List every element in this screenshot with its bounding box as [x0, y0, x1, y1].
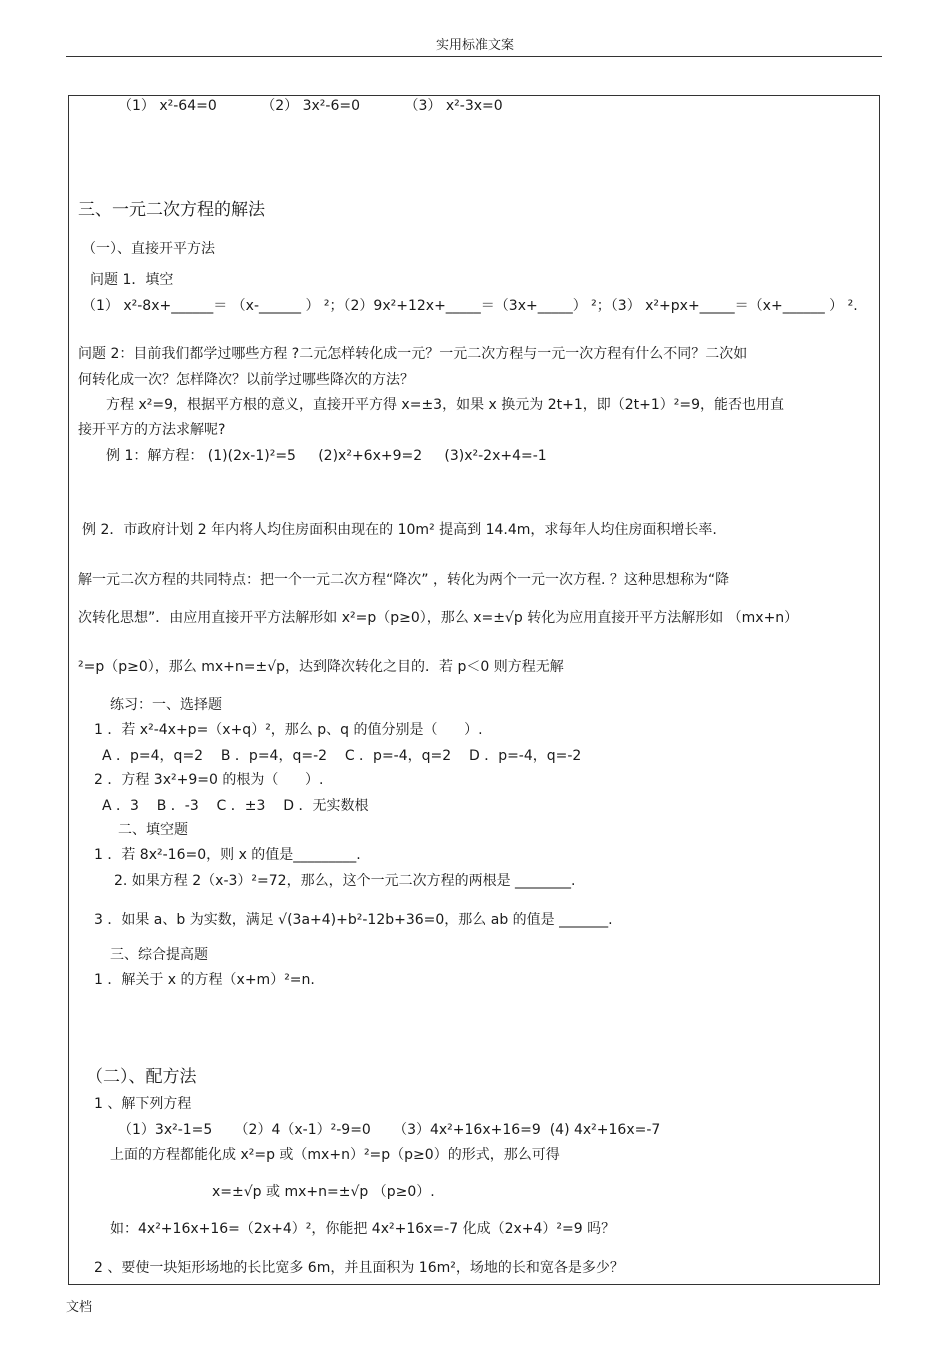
- paragraph-line2: 接开平方的方法求解呢?: [78, 422, 226, 438]
- practice-q2: 2 ．方程 3x²+9=0 的根为（ ）.: [94, 772, 324, 788]
- example-2: 例 2．市政府计划 2 年内将人均住房面积由现在的 10m² 提高到 14.4m，求每年人均住房面积增长率.: [82, 522, 717, 538]
- section-title: 三、一元二次方程的解法: [78, 200, 265, 220]
- advanced-title: 三、综合提高题: [110, 947, 208, 963]
- summary-line1: 解一元二次方程的共同特点：把一个一元二次方程“降次” ，转化为两个一元一次方程. ？这种思想称为“降: [78, 572, 730, 588]
- method-example: 如：4x²+16x+16=（2x+4）²，你能把 4x²+16x=-7 化成（2x+4）²=9 吗？: [110, 1221, 616, 1237]
- method-explanation: 上面的方程都能化成 x²=p 或（mx+n）²=p（p≥0）的形式，那么可得: [110, 1147, 560, 1163]
- fill-blank-q1: 1 ．若 8x²-16=0，则 x 的值是_________.: [94, 847, 361, 863]
- fill-blank-q3: 3 ．如果 a、b 为实数，满足 √(3a+4)+b²-12b+36=0，那么 ab 的值是 _______.: [94, 912, 613, 928]
- page-footer: 文档: [66, 1300, 93, 1315]
- paragraph-line1: 方程 x²=9，根据平方根的意义，直接开平方得 x=±3，如果 x 换元为 2t+1，即（2t+1）²=9，能否也用直: [106, 397, 785, 413]
- summary-line2: 次转化思想”．由应用直接开平方法解形如 x²=p（p≥0），那么 x=±√p 转化为应用直接开平方法解形如 （mx+n）: [78, 610, 799, 626]
- page-header: 实用标准文案: [435, 38, 514, 53]
- practice-q2-options: A ．3 B ．-3 C ．±3 D ．无实数根: [102, 798, 369, 814]
- fill-blank-q2: 2. 如果方程 2（x-3）²=72，那么，这个一元二次方程的两根是 ________.: [114, 873, 576, 889]
- subsection-2-title: （二）、配方法: [86, 1067, 197, 1087]
- subsection-title: （一）、直接开平方法: [82, 241, 215, 257]
- problem-1-title: 问题 1．填空: [90, 272, 174, 288]
- summary-line3: ²=p（p≥0），那么 mx+n=±√p，达到降次转化之目的．若 p＜0 则方程无解: [78, 659, 564, 675]
- practice-q1-options: A ．p=4，q=2 B ．p=4，q=-2 C ．p=-4，q=2 D ．p=-4，q=-2: [102, 748, 582, 764]
- header-divider: [66, 56, 882, 57]
- problem-1-fill: （1） x²-8x+______＝ （x-______ ） ²；（2）9x²+12x+_____＝（3x+_____） ²；（3） x²+px+_____＝（x+______ ） ².: [82, 298, 858, 314]
- method-q1-equations: （1）3x²-1=5 （2）4（x-1）²-9=0 （3）4x²+16x+16=9 (4) 4x²+16x=-7: [118, 1122, 661, 1138]
- exercise-equations: （1） x²-64=0 （2） 3x²-6=0 （3） x²-3x=0: [118, 98, 503, 114]
- example-1: 例 1：解方程： (1)(2x-1)²=5 (2)x²+6x+9=2 (3)x²-2x+4=-1: [106, 448, 547, 464]
- problem-2-line1: 问题 2：目前我们都学过哪些方程 ?二元怎样转化成一元？一元二次方程与一元一次方程有什么不同？二次如: [78, 346, 748, 362]
- practice-title: 练习：一、选择题: [110, 697, 222, 713]
- advanced-q1: 1 ．解关于 x 的方程（x+m）²=n.: [94, 972, 315, 988]
- method-q2: 2 、要使一块矩形场地的长比宽多 6m，并且面积为 16m²，场地的长和宽各是多少？: [94, 1260, 624, 1276]
- fill-blank-title: 二、填空题: [118, 822, 188, 838]
- problem-2-line2: 何转化成一次？怎样降次？以前学过哪些降次的方法？: [78, 372, 414, 388]
- method-q1: 1 、解下列方程: [94, 1096, 192, 1112]
- method-formula: x=±√p 或 mx+n=±√p （p≥0）.: [212, 1184, 435, 1200]
- practice-q1: 1 ．若 x²-4x+p=（x+q）²，那么 p、q 的值分别是（ ）.: [94, 722, 483, 738]
